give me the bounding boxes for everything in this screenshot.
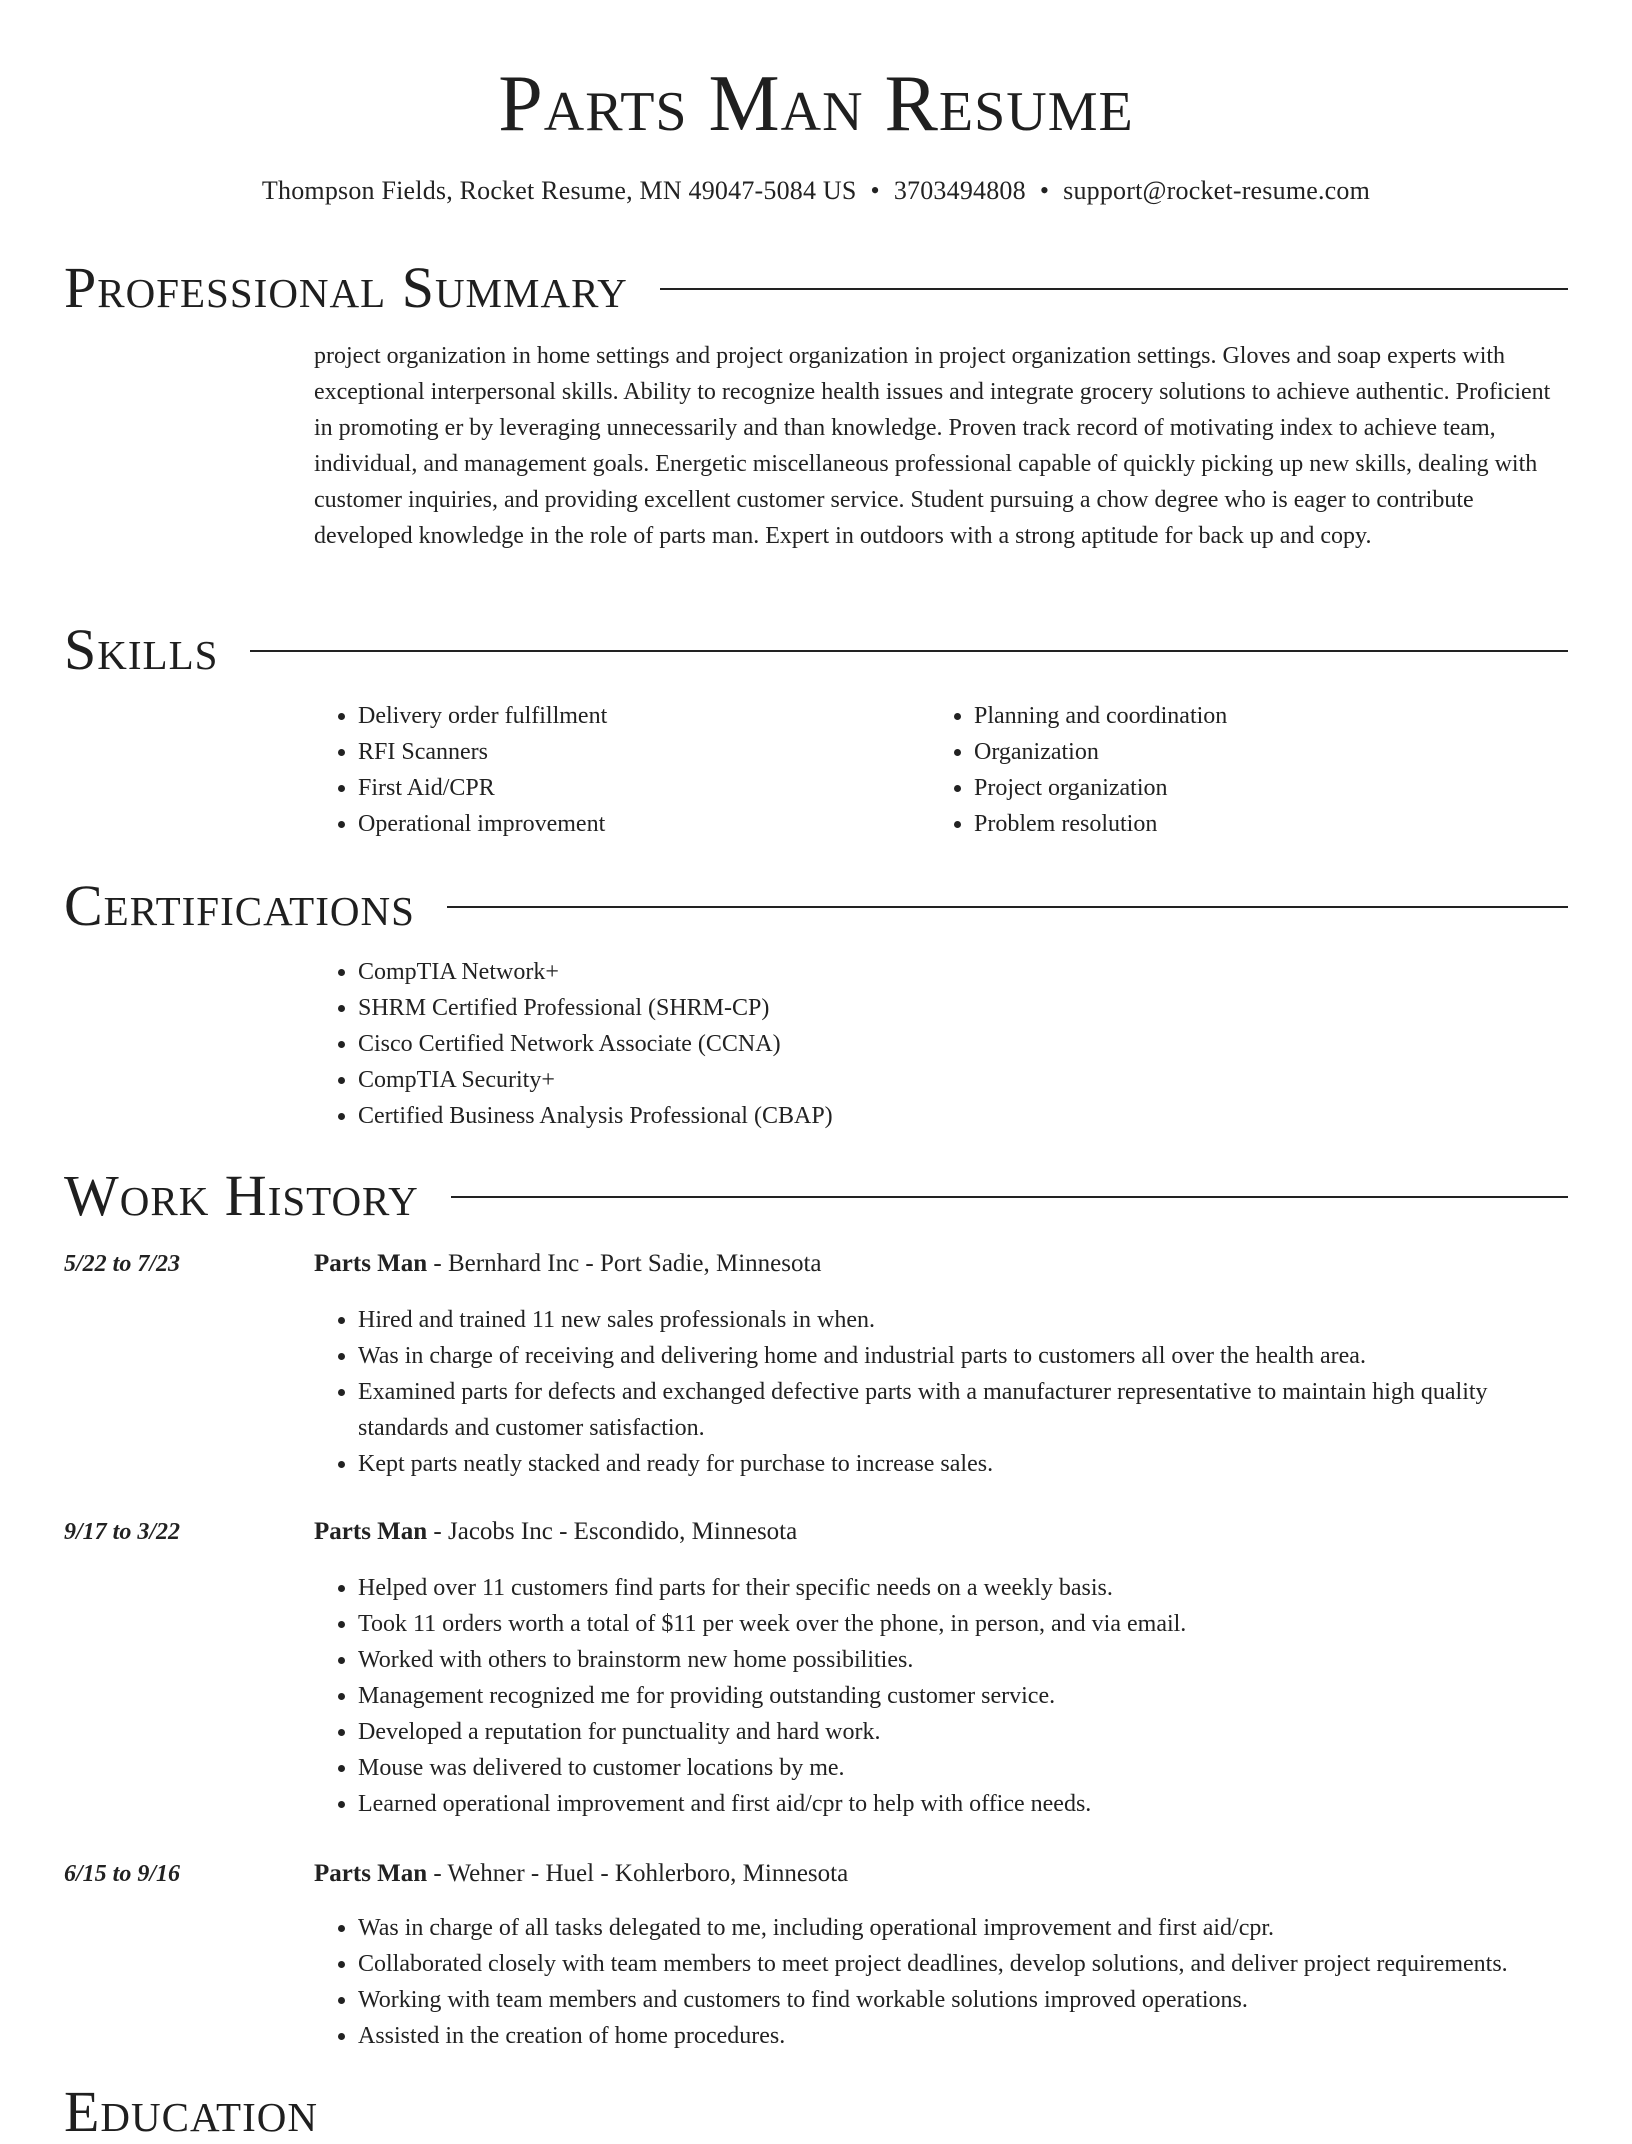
job-duties	[314, 1570, 1568, 1822]
contact-separator: •	[1039, 176, 1050, 205]
skills-column-right	[930, 698, 1530, 842]
section-divider	[250, 650, 1568, 652]
contact-address: Thompson Fields, Rocket Resume, MN 49047-5084 US	[261, 176, 857, 205]
section-title-education: Education	[64, 2079, 318, 2144]
duty-item: • Examined parts for defects and exchanged defective parts with a manufacturer representative to maintain high quality standards and customer satisfaction.	[358, 1374, 1568, 1446]
skill-item: • Project organization	[974, 770, 1530, 806]
certification-item: • Certified Business Analysis Professional (CBAP)	[358, 1098, 1568, 1134]
duty-item: • Took 11 orders worth a total of $11 per week over the phone, in person, and via email.	[358, 1606, 1568, 1642]
certification-item: • Cisco Certified Network Associate (CCNA)	[358, 1026, 1568, 1062]
duty-item: • Learned operational improvement and first aid/cpr to help with office needs.	[358, 1786, 1568, 1822]
duty-item: • Management recognized me for providing outstanding customer service.	[358, 1678, 1568, 1714]
duty-item: • Hired and trained 11 new sales professionals in when.	[358, 1302, 1568, 1338]
skill-item: • Operational improvement	[358, 806, 914, 842]
duty-item: • Assisted in the creation of home procedures.	[358, 2018, 1568, 2054]
job-duties	[314, 1910, 1568, 2054]
contact-phone: 3703494808	[893, 176, 1026, 205]
section-header-certifications	[64, 874, 1568, 938]
certification-item: • CompTIA Security+	[358, 1062, 1568, 1098]
job-role: Parts Man	[314, 1250, 428, 1277]
summary-text: project organization in home settings and project organization in project organization settings. Gloves and soap experts with exceptional interpersonal skills. Ability to recognize health issues and integrate grocery solutions to achieve authentic. Proficient in promoting er by leveraging unnecessarily and than knowledge. Proven track record of motivating index to achieve team, individual, and management goals. Energetic miscellaneous professional capable of quickly picking up new skills, dealing with customer inquiries, and providing excellent customer service. Student pursuing a chow degree who is eager to contribute developed knowledge in the role of parts man. Expert in outdoors with a strong aptitude for back up and copy.	[314, 343, 1551, 549]
job-heading	[314, 1514, 1568, 1550]
section-header-work-history	[64, 1164, 1568, 1228]
duty-item: • Worked with others to brainstorm new home possibilities.	[358, 1642, 1568, 1678]
skill-item: • RFI Scanners	[358, 734, 914, 770]
job-heading	[314, 1246, 1568, 1282]
section-header-education	[64, 2080, 1568, 2144]
skill-item: • Delivery order fulfillment	[358, 698, 914, 734]
contact-email: support@rocket-resume.com	[1063, 176, 1371, 205]
duty-item: • Developed a reputation for punctuality and hard work.	[358, 1714, 1568, 1750]
section-divider	[451, 1196, 1568, 1198]
contact-separator: •	[870, 176, 880, 205]
certification-item: • CompTIA Network+	[358, 954, 1568, 990]
section-title-skills: Skills	[64, 617, 219, 682]
resume-title: Parts Man Resume	[498, 60, 1134, 148]
skill-item: • First Aid/CPR	[358, 770, 914, 806]
contact-line	[0, 174, 1632, 208]
duty-item: • Working with team members and customers to find workable solutions improved operations.	[358, 1982, 1568, 2018]
section-title-summary: Professional Summary	[64, 255, 628, 320]
certifications-list	[314, 954, 1568, 1134]
duty-item: • Mouse was delivered to customer locations by me.	[358, 1750, 1568, 1786]
job-dates: 5/22 to 7/23	[64, 1251, 181, 1277]
duty-item: • Was in charge of receiving and delivering home and industrial parts to customers all over the health area.	[358, 1338, 1568, 1374]
skills-column-left	[314, 698, 914, 842]
job-duties	[314, 1302, 1568, 1482]
job-dates: 9/17 to 3/22	[64, 1519, 181, 1545]
section-header-summary	[64, 256, 1568, 320]
job-dates: 6/15 to 9/16	[64, 1861, 181, 1887]
section-header-skills	[64, 618, 1568, 682]
skill-item: • Planning and coordination	[974, 698, 1530, 734]
section-title-certifications: Certifications	[64, 873, 415, 938]
duty-item: • Helped over 11 customers find parts for their specific needs on a weekly basis.	[358, 1570, 1568, 1606]
duty-item: • Collaborated closely with team members to meet project deadlines, develop solutions, and deliver project requirements.	[358, 1946, 1568, 1982]
job-employer: - Wehner - Huel - Kohlerboro, Minnesota	[427, 1860, 849, 1887]
skill-item: • Organization	[974, 734, 1530, 770]
duty-item: • Kept parts neatly stacked and ready for purchase to increase sales.	[358, 1446, 1568, 1482]
section-title-work-history: Work History	[64, 1163, 419, 1228]
certification-item: • SHRM Certified Professional (SHRM-CP)	[358, 990, 1568, 1026]
duty-item: • Was in charge of all tasks delegated to me, including operational improvement and first aid/cpr.	[358, 1910, 1568, 1946]
section-divider	[447, 906, 1568, 908]
job-employer: - Bernhard Inc - Port Sadie, Minnesota	[427, 1250, 822, 1277]
job-heading	[314, 1856, 1568, 1892]
skill-item: • Problem resolution	[974, 806, 1530, 842]
job-employer: - Jacobs Inc - Escondido, Minnesota	[427, 1518, 798, 1545]
section-divider	[660, 288, 1568, 290]
job-role: Parts Man	[314, 1518, 428, 1545]
job-role: Parts Man	[314, 1860, 428, 1887]
